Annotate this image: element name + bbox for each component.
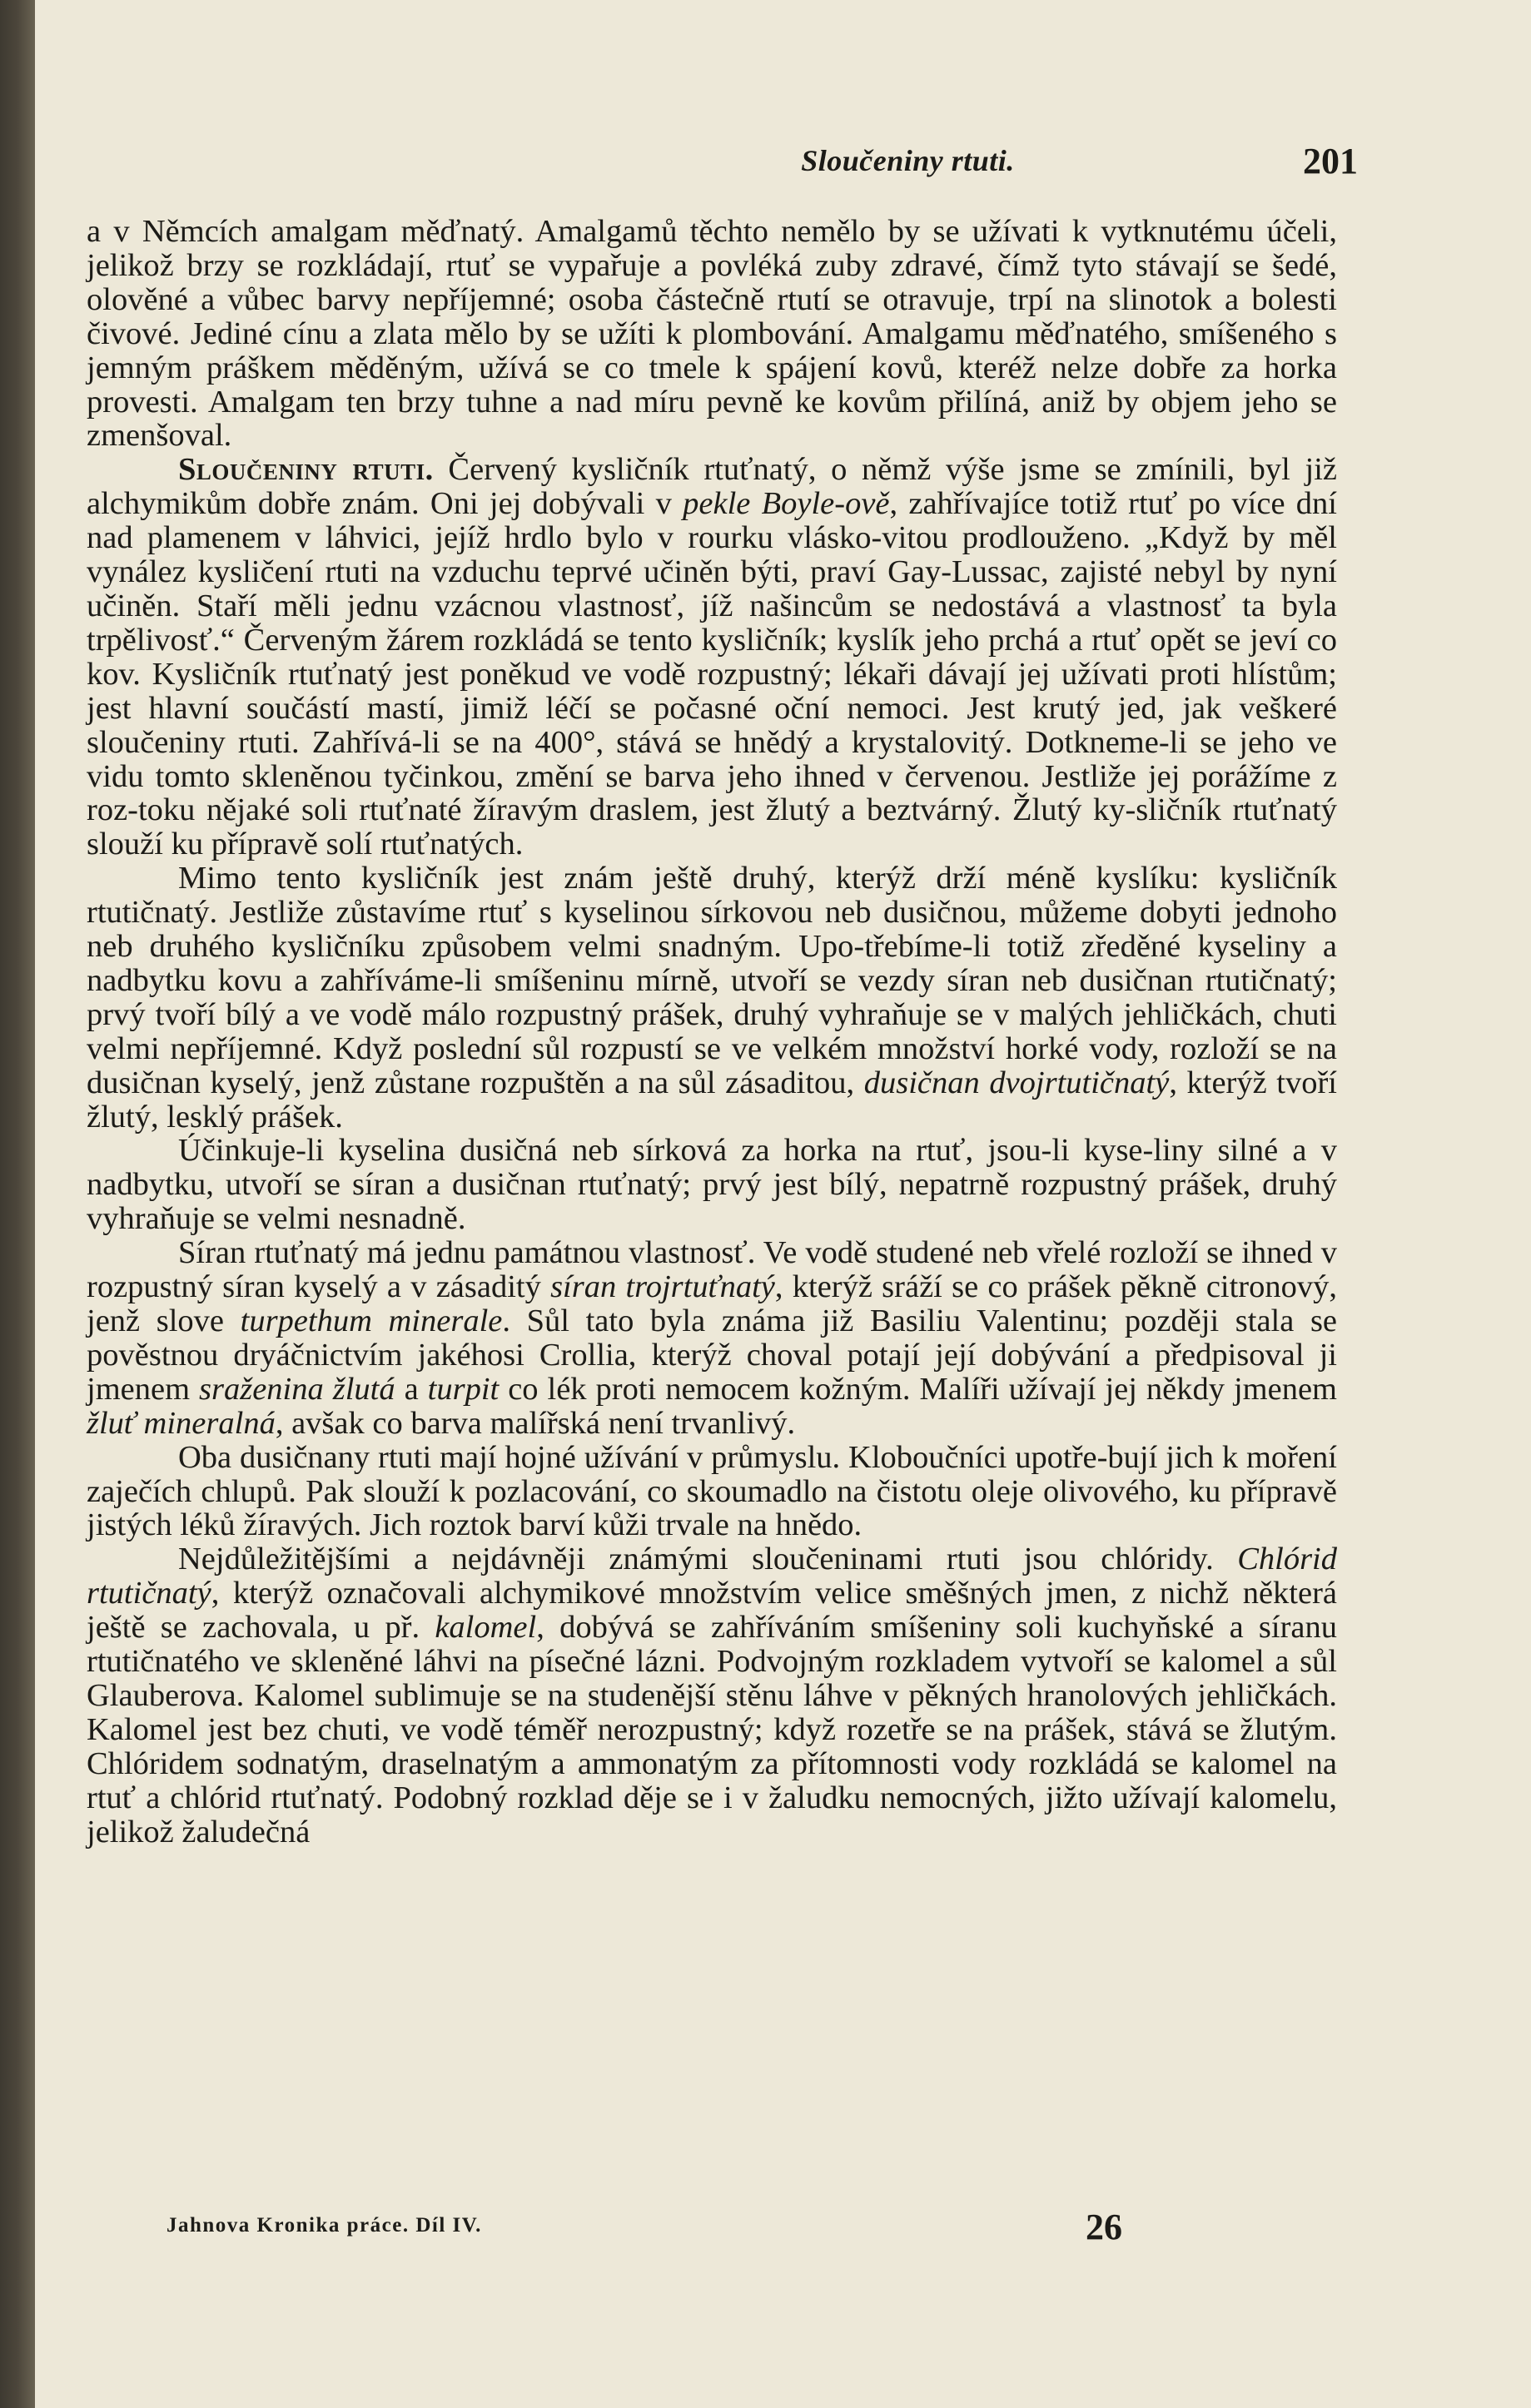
body-text bbox=[87, 215, 1337, 1849]
section-heading: Sloučeniny rtuti. bbox=[178, 452, 434, 488]
italic-term: žluť mineralná bbox=[87, 1405, 276, 1441]
text-run: Síran rtuťnatý má jednu památnou vlastnosť. Ve vodě studené neb vřelé rozloží se ihned v rozpustný síran kyselý a v zásaditý bbox=[87, 1235, 1337, 1305]
paragraph bbox=[87, 1236, 1337, 1440]
italic-term: Chlórid rtutičnatý bbox=[87, 1542, 1337, 1611]
page-footer bbox=[35, 2206, 1531, 2256]
paragraph bbox=[87, 1542, 1337, 1849]
text-run: Mimo tento kysličník jest znám ještě druhý, kterýž drží méně kyslíku: kysličník rtutičnatý. Jestliže zůstavíme rtuť s kyselinou sírkovou neb dusičnou, můžeme dobyti jednoho neb druhého kysličníku způsobem velmi snadným. Upo-třebíme-li totiž zředěné kyseliny a nadbytku kovu a zahříváme-li smíšeninu mírně, utvoří se vezdy síran neb dusičnan rtutičnatý; prvý tvoří bílý a ve vodě málo rozpustný prášek, druhý vyhraňuje se v malých jehličkách, chuti velmi nepříjemné. Když poslední sůl rozpustí se ve velkém množství horké vody, rozloží se na dusičnan kyselý, jenž zůstane rozpuštěn a na sůl zásaditou, bbox=[87, 861, 1337, 1100]
text-run: a bbox=[395, 1371, 428, 1407]
text-run: Oba dusičnany rtuti mají hojné užívání v průmyslu. Kloboučníci upotře-bují jich k moření zaječích chlupů. Pak slouží k pozlacování, co skoumadlo na čistotu oleje olivového, ku přípravě jistých léků žíravých. Jich roztok barví kůži trvale na hnědo. bbox=[87, 1439, 1337, 1543]
book-page bbox=[35, 0, 1531, 2408]
italic-term: síran trojrtuťnatý bbox=[550, 1269, 775, 1305]
italic-term: sraženina žlutá bbox=[199, 1371, 395, 1407]
italic-term: dusičnan dvojrtutičnatý bbox=[863, 1065, 1170, 1100]
text-run: . Sůl tato byla známa již Basiliu Valentinu; později stala se pověstnou dryáčnictvím jakéhosi Crollia, kterýž choval potají její dobývání a předpisoval ji jmenem bbox=[87, 1303, 1338, 1407]
italic-term: pekle Boyle-ově bbox=[683, 486, 890, 522]
text-run: Červený kysličník rtuťnatý, o němž výše jsme se zmínili, byl již alchymikům dobře znám. Oni jej dobývali v bbox=[87, 452, 1337, 522]
printer-signature: Jahnova Kronika práce. Díl IV. bbox=[167, 2214, 482, 2237]
text-run: , kterýž označovali alchymikové množstvím velice směšných jmen, z nichž některá ještě se zachovala, u př. bbox=[87, 1576, 1337, 1646]
book-spine-edge bbox=[0, 0, 35, 2408]
text-run: , avšak co barva malířská není trvanlivý. bbox=[275, 1405, 796, 1441]
paragraph bbox=[87, 1134, 1337, 1236]
paragraph bbox=[87, 453, 1337, 861]
text-run: a v Němcích amalgam měďnatý. Amalgamů těchto nemělo by se užívati k vytknutému účeli, jelikož brzy se rozkládají, rtuť se vypařuje a povléká zuby zdravé, čímž tyto stávají se šedé, olověné a vůbec barvy nepříjemné; osoba částečně rtutí se otravuje, trpí na slinotok a bolesti čivové. Jediné cínu a zlata mělo by se užíti k plombování. Amalgamu měďnatého, smíšeného s jemným práškem měděným, užívá se co tmele k spájení kovů, kteréž nelze dobře za horka provesti. Amalgam ten brzy tuhne a nad míru pevně ke kovům přilíná, aniž by objem jeho se zmenšoval. bbox=[87, 214, 1337, 454]
paragraph bbox=[87, 1441, 1337, 1543]
page-number: 201 bbox=[1303, 141, 1358, 181]
italic-term: turpethum minerale bbox=[240, 1303, 503, 1338]
text-run: , kterýž tvoří žlutý, lesklý prášek. bbox=[87, 1065, 1337, 1134]
paragraph bbox=[87, 215, 1337, 453]
running-title: Sloučeniny rtuti. bbox=[801, 144, 1015, 177]
text-run: , kterýž sráží se co prášek pěkně citronový, jenž slove bbox=[87, 1269, 1338, 1338]
italic-term: turpit bbox=[427, 1371, 500, 1407]
text-run: Účinkuje-li kyselina dusičná neb sírková za horka na rtuť, jsou-li kyse-liny silné a v nadbytku, utvoří se síran a dusičnan rtuťnatý; prvý jest bílý, nepatrně rozpustný prášek, druhý vyhraňuje se velmi nesnadně. bbox=[87, 1133, 1337, 1237]
page-header bbox=[35, 133, 1531, 191]
sheet-number: 26 bbox=[1086, 2207, 1122, 2247]
italic-term: kalomel bbox=[435, 1610, 537, 1646]
text-run: , zahřívajíce totiž rtuť po více dní nad plamenem v láhvici, jejíž hrdlo bylo v rourku vlásko-vitou prodlouženo. „Když by měl vynález kysličení rtuti na vzduchu teprvé učiněn býti, praví Gay-Lussac, zajisté nebyl by nyní učiněn. Staří měli jednu vzácnou vlastnosť, jíž našincům se nedostává a vlastnosť ta byla trpělivosť.“ Červeným žárem rozkládá se tento kysličník; kyslík jeho prchá a rtuť opět se jeví co kov. Kysličník rtuťnatý jest poněkud ve vodě rozpustný; lékaři dávají jej užívati proti hlístům; jest hlavní součástí mastí, jimiž léčí se počasné oční nemoci. Jest krutý jed, jak veškeré sloučeniny rtuti. Zahřívá-li se na 400°, stává se hnědý a krystalovitý. Dotkneme-li se jeho ve vidu tomto skleněnou tyčinkou, změní se barva jeho ihned v červenou. Jestliže jej porážíme z roz-toku nějaké soli rtuťnaté žíravým draslem, jest žlutý a beztvárný. Žlutý ky-sličník rtuťnatý slouží ku přípravě solí rtuťnatých. bbox=[87, 486, 1337, 862]
text-run: Nejdůležitějšími a nejdávněji známými sloučeninami rtuti jsou chlóridy. bbox=[178, 1542, 1238, 1577]
text-run: co lék proti nemocem kožným. Malíři užívají jej někdy jmenem bbox=[499, 1371, 1337, 1407]
paragraph bbox=[87, 861, 1337, 1134]
text-run: , dobývá se zahříváním smíšeniny soli kuchyňské a síranu rtutičnatého ve skleněné láhvi na písečné lázni. Podvojným rozkladem vytvoří se kalomel a sůl Glauberova. Kalomel sublimuje se na studenější stěnu láhve v pěkných hranolových jehličkách. Kalomel jest bez chuti, ve vodě téměř nerozpustný; když rozetře se na prášek, stává se žlutým. Chlóridem sodnatým, draselnatým a ammonatým za přítomnosti vody rozkládá se kalomel na rtuť a chlórid rtuťnatý. Podobný rozklad děje se i v žaludku nemocných, jižto užívají kalomelu, jelikož žaludečná bbox=[87, 1610, 1337, 1849]
